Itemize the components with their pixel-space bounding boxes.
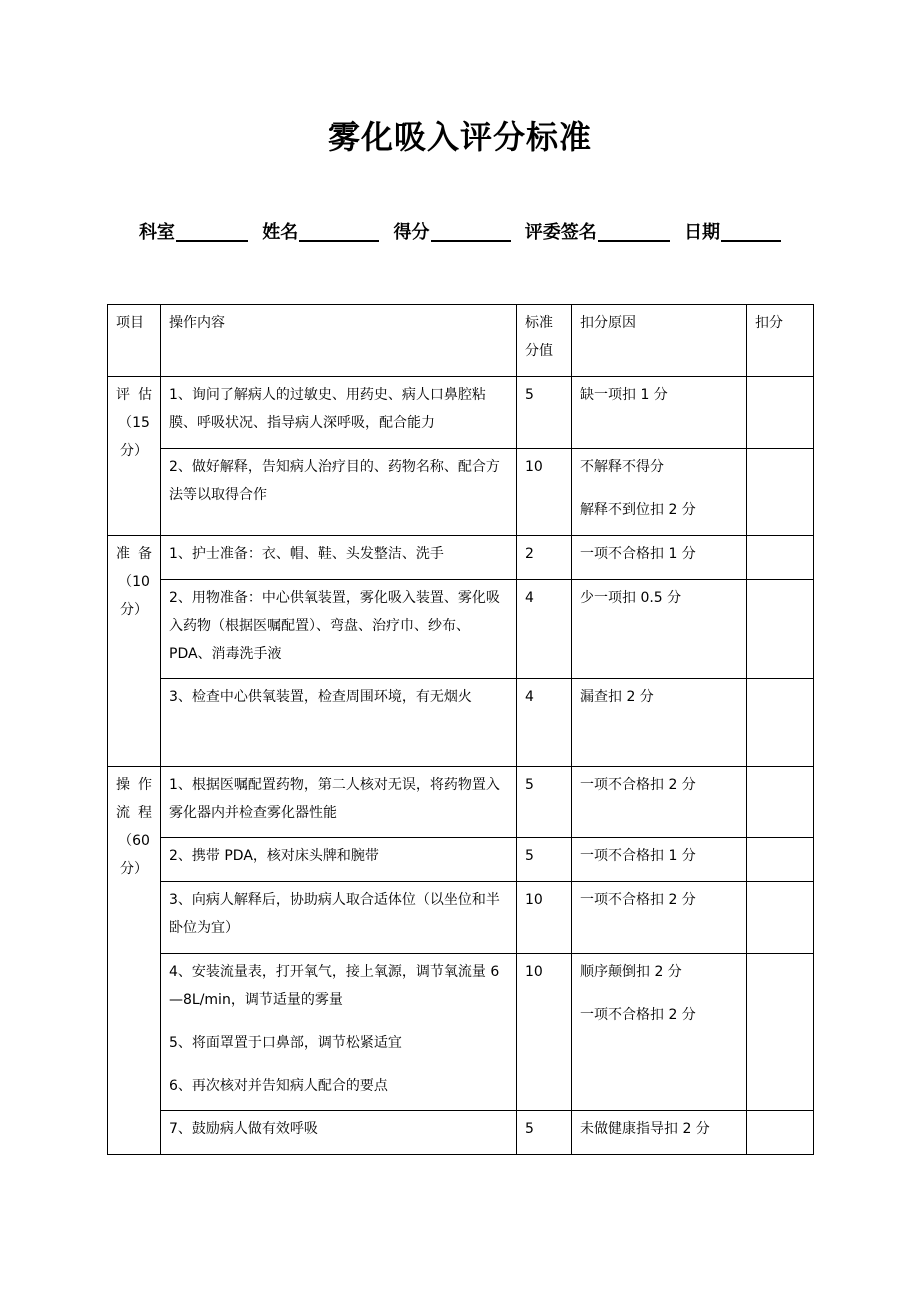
score-cell: 5 <box>517 838 572 882</box>
content-cell <box>161 1111 517 1155</box>
score-cell: 10 <box>517 449 572 536</box>
deduct-cell[interactable] <box>747 954 814 1111</box>
reason-cell <box>572 882 747 954</box>
reason-text: 漏查扣 2 分 <box>580 689 654 705</box>
content-text: 2、携带 PDA，核对床头牌和腕带 <box>169 848 379 864</box>
info-field-date <box>684 222 781 243</box>
reason-cell <box>572 767 747 838</box>
content-cell <box>161 377 517 449</box>
content-cell <box>161 838 517 882</box>
deduct-cell[interactable] <box>747 1111 814 1155</box>
score-cell: 4 <box>517 679 572 767</box>
section-name: 准备 <box>116 546 152 562</box>
reason-text: 一项不合格扣 1 分 <box>580 848 696 864</box>
section-name: 操作流程 <box>116 777 152 821</box>
scoring-table <box>107 304 814 1155</box>
info-label: 得分 <box>393 222 430 243</box>
deduct-cell[interactable] <box>747 449 814 536</box>
fill-blank[interactable] <box>721 222 781 242</box>
content-text: 1、根据医嘱配置药物，第二人核对无误，将药物置入雾化器内并检查雾化器性能 <box>169 777 500 821</box>
content-text: 4、安装流量表，打开氧气，接上氧源，调节氧流量 6—8L/min，调节适量的雾量 <box>169 964 500 1008</box>
section-cell-assessment <box>108 377 161 536</box>
fill-blank[interactable] <box>176 222 248 242</box>
reason-text: 一项不合格扣 2 分 <box>580 777 696 793</box>
content-text: 7、鼓励病人做有效呼吸 <box>169 1121 318 1137</box>
section-cell-preparation <box>108 536 161 767</box>
content-text: 1、询问了解病人的过敏史、用药史、病人口鼻腔粘膜、呼吸状况、指导病人深呼吸，配合能力 <box>169 387 486 431</box>
content-text: 1、护士准备：衣、帽、鞋、头发整洁、洗手 <box>169 546 444 562</box>
content-cell <box>161 580 517 679</box>
reason-text: 一项不合格扣 2 分 <box>580 892 696 908</box>
header-deduct: 扣分 <box>747 305 814 377</box>
deduct-cell[interactable] <box>747 377 814 449</box>
info-field-name <box>262 222 379 243</box>
content-cell <box>161 767 517 838</box>
fill-blank[interactable] <box>431 222 511 242</box>
table-row <box>108 580 814 679</box>
fill-blank[interactable] <box>598 222 670 242</box>
score-cell: 5 <box>517 767 572 838</box>
table-row <box>108 838 814 882</box>
deduct-cell[interactable] <box>747 838 814 882</box>
info-field-department <box>139 222 248 243</box>
table-header-row <box>108 305 814 377</box>
content-text: 2、用物准备：中心供氧装置，雾化吸入装置、雾化吸入药物（根据医嘱配置）、弯盘、治疗巾、纱布、PDA、消毒洗手液 <box>169 590 500 662</box>
info-label: 姓名 <box>262 222 299 243</box>
deduct-cell[interactable] <box>747 882 814 954</box>
table-row <box>108 1111 814 1155</box>
reason-text: 一项不合格扣 1 分 <box>580 546 696 562</box>
info-label: 评委签名 <box>524 222 597 243</box>
deduct-cell[interactable] <box>747 767 814 838</box>
reason-cell <box>572 679 747 767</box>
section-name: 评估 <box>116 387 152 403</box>
table-row <box>108 954 814 1111</box>
reason-text: 顺序颠倒扣 2 分 <box>580 964 682 980</box>
table-row <box>108 449 814 536</box>
content-cell <box>161 882 517 954</box>
content-text: 3、检查中心供氧装置，检查周围环境，有无烟火 <box>169 689 472 705</box>
reason-text: 解释不到位扣 2 分 <box>580 502 696 518</box>
score-cell: 5 <box>517 377 572 449</box>
info-label: 日期 <box>684 222 721 243</box>
section-cell-procedure <box>108 767 161 1155</box>
content-text: 6、再次核对并告知病人配合的要点 <box>169 1078 388 1094</box>
score-cell: 2 <box>517 536 572 580</box>
table-row <box>108 767 814 838</box>
info-field-judge-signature <box>525 222 670 243</box>
table-row <box>108 882 814 954</box>
score-cell: 10 <box>517 882 572 954</box>
info-field-score <box>394 222 511 243</box>
reason-text: 不解释不得分 <box>580 459 664 475</box>
info-label: 科室 <box>138 222 175 243</box>
reason-cell <box>572 954 747 1111</box>
reason-cell <box>572 838 747 882</box>
fill-blank[interactable] <box>299 222 379 242</box>
content-text: 2、做好解释，告知病人治疗目的、药物名称、配合方法等以取得合作 <box>169 459 500 503</box>
content-text: 5、将面罩置于口鼻部，调节松紧适宜 <box>169 1035 402 1051</box>
header-content: 操作内容 <box>161 305 517 377</box>
info-line <box>0 218 920 244</box>
deduct-cell[interactable] <box>747 580 814 679</box>
section-points: （10分） <box>118 574 150 618</box>
page-title: 雾化吸入评分标准 <box>327 118 592 156</box>
score-cell: 10 <box>517 954 572 1111</box>
content-cell <box>161 679 517 767</box>
header-reason: 扣分原因 <box>572 305 747 377</box>
table-row <box>108 536 814 580</box>
content-text: 3、向病人解释后，协助病人取合适体位（以坐位和半卧位为宜） <box>169 892 500 936</box>
content-cell <box>161 954 517 1111</box>
reason-text: 缺一项扣 1 分 <box>580 387 668 403</box>
header-score: 标准分值 <box>517 305 572 377</box>
deduct-cell[interactable] <box>747 679 814 767</box>
deduct-cell[interactable] <box>747 536 814 580</box>
section-points: （15分） <box>118 415 150 459</box>
reason-cell <box>572 377 747 449</box>
reason-text: 一项不合格扣 2 分 <box>580 1007 696 1023</box>
table-row <box>108 679 814 767</box>
reason-cell <box>572 580 747 679</box>
reason-cell <box>572 536 747 580</box>
header-item: 项目 <box>108 305 161 377</box>
content-cell <box>161 536 517 580</box>
content-cell <box>161 449 517 536</box>
reason-cell <box>572 449 747 536</box>
section-points: （60分） <box>118 833 150 877</box>
score-cell: 4 <box>517 580 572 679</box>
table-row <box>108 377 814 449</box>
reason-text: 未做健康指导扣 2 分 <box>580 1121 710 1137</box>
reason-text: 少一项扣 0.5 分 <box>580 590 682 606</box>
reason-cell <box>572 1111 747 1155</box>
score-cell: 5 <box>517 1111 572 1155</box>
